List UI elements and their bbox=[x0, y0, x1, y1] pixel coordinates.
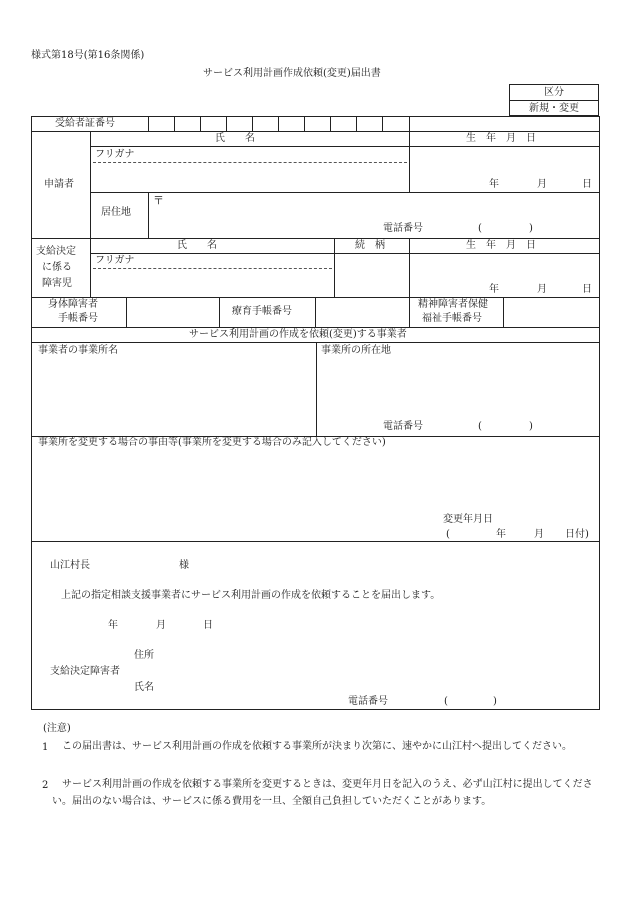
applicant-name-label: 氏 名 bbox=[215, 133, 255, 144]
provider-phone-paren-open: ( bbox=[478, 421, 482, 432]
rehab-handbook-field[interactable] bbox=[317, 299, 407, 325]
declaration-name-field[interactable] bbox=[160, 680, 580, 695]
recipient-number-label: 受給者証番号 bbox=[55, 118, 115, 129]
note-2-number: 2 bbox=[42, 780, 49, 791]
child-birth-label: 生 年 月 日 bbox=[466, 240, 536, 251]
child-label-1: 支給決定 bbox=[36, 246, 76, 257]
applicant-phone-label: 電話番号 bbox=[383, 223, 423, 234]
change-reason-label: 事業所を変更する場合の事由等(事業所を変更する場合のみ記入してください) bbox=[38, 437, 386, 448]
note-1-text: この届出書は、サービス利用計画の作成を依頼する事業所が決まり次第に、速やかに山江村へ提出してください。 bbox=[62, 741, 572, 752]
note-1-number: 1 bbox=[42, 742, 49, 753]
mental-handbook-field[interactable] bbox=[505, 299, 598, 325]
change-date-paren-open: ( bbox=[446, 529, 450, 540]
applicant-birth-year: 年 bbox=[489, 179, 499, 190]
declaration-address-field[interactable] bbox=[160, 648, 580, 663]
declaration-day: 日 bbox=[203, 620, 213, 631]
provider-phone-paren-close: ) bbox=[529, 421, 533, 432]
rehab-handbook-label: 療育手帳番号 bbox=[232, 306, 292, 317]
note-2-text: サービス利用計画の作成を依頼する事業所を変更するときは、変更年月日を記入のうえ、必ず山江村に提出してください。届出のない場合は、サービスに係る費用を一旦、全額自己負担していただくことがあります。 bbox=[52, 779, 593, 807]
applicant-birth-label: 生 年 月 日 bbox=[466, 133, 536, 144]
child-label-3: 障害児 bbox=[42, 278, 72, 289]
office-name-field[interactable] bbox=[34, 360, 314, 434]
office-name-label: 事業者の事業所名 bbox=[38, 345, 118, 356]
form-title: サービス利用計画作成依頼(変更)届出書 bbox=[203, 68, 381, 79]
provider-section-title: サービス利用計画の作成を依頼(変更)する事業者 bbox=[189, 329, 407, 340]
applicant-furigana-label: フリガナ bbox=[95, 149, 135, 160]
change-day: 日付) bbox=[565, 529, 589, 540]
office-location-label: 事業所の所在地 bbox=[321, 345, 391, 356]
change-date-label: 変更年月日 bbox=[443, 514, 493, 525]
child-name-field[interactable] bbox=[92, 270, 332, 295]
declaration-month: 月 bbox=[156, 620, 166, 631]
applicant-label: 申請者 bbox=[44, 179, 74, 190]
child-furigana-label: フリガナ bbox=[95, 255, 135, 266]
postal-mark: 〒 bbox=[153, 194, 164, 207]
notes-heading: (注意) bbox=[43, 723, 71, 734]
applicant-birth-day: 日 bbox=[582, 179, 592, 190]
declaration-phone-label: 電話番号 bbox=[348, 696, 388, 707]
applicant-phone-paren-close: ) bbox=[529, 223, 533, 234]
category-label: 区分 bbox=[544, 87, 564, 98]
office-location-field[interactable] bbox=[319, 360, 597, 416]
category-box bbox=[509, 84, 599, 116]
child-birth-month: 月 bbox=[537, 284, 547, 295]
physical-handbook-label-1: 身体障害者 bbox=[48, 299, 98, 310]
child-label-2: に係る bbox=[42, 262, 72, 273]
declaration-phone-paren-close: ) bbox=[493, 696, 497, 707]
child-birth-day: 日 bbox=[582, 284, 592, 295]
declaration-phone-paren-open: ( bbox=[444, 696, 448, 707]
applicant-phone-paren-open: ( bbox=[478, 223, 482, 234]
category-value[interactable]: 新規・変更 bbox=[529, 103, 579, 114]
physical-handbook-field[interactable] bbox=[128, 299, 217, 325]
recipient-number-boxes[interactable] bbox=[148, 116, 410, 131]
declaration-recipient-label: 支給決定障害者 bbox=[50, 666, 120, 677]
mental-handbook-label-2: 福祉手帳番号 bbox=[422, 313, 482, 324]
declaration-statement: 上記の指定相談支援事業者にサービス利用計画の作成を依頼することを届出します。 bbox=[61, 590, 441, 601]
child-birth-year: 年 bbox=[489, 284, 499, 295]
declaration-address-label: 住所 bbox=[134, 650, 154, 661]
child-relation-label: 続 柄 bbox=[355, 240, 385, 251]
applicant-name-field[interactable] bbox=[92, 164, 407, 190]
change-reason-field[interactable] bbox=[34, 452, 597, 510]
form-number: 様式第18号(第16条関係) bbox=[31, 50, 145, 61]
child-relation-field[interactable] bbox=[336, 255, 407, 295]
change-month: 月 bbox=[534, 529, 544, 540]
addressee: 山江村長 bbox=[50, 560, 90, 571]
child-name-label: 氏 名 bbox=[177, 240, 217, 251]
declaration-year: 年 bbox=[108, 620, 118, 631]
applicant-address-label: 居住地 bbox=[101, 207, 131, 218]
provider-phone-label: 電話番号 bbox=[383, 421, 423, 432]
declaration-name-label: 氏名 bbox=[134, 682, 154, 693]
physical-handbook-label-2: 手帳番号 bbox=[58, 313, 98, 324]
honorific: 様 bbox=[179, 560, 189, 571]
applicant-address-field[interactable] bbox=[165, 194, 595, 220]
change-year: 年 bbox=[496, 529, 506, 540]
mental-handbook-label-1: 精神障害者保健 bbox=[418, 299, 488, 310]
applicant-birth-month: 月 bbox=[537, 179, 547, 190]
